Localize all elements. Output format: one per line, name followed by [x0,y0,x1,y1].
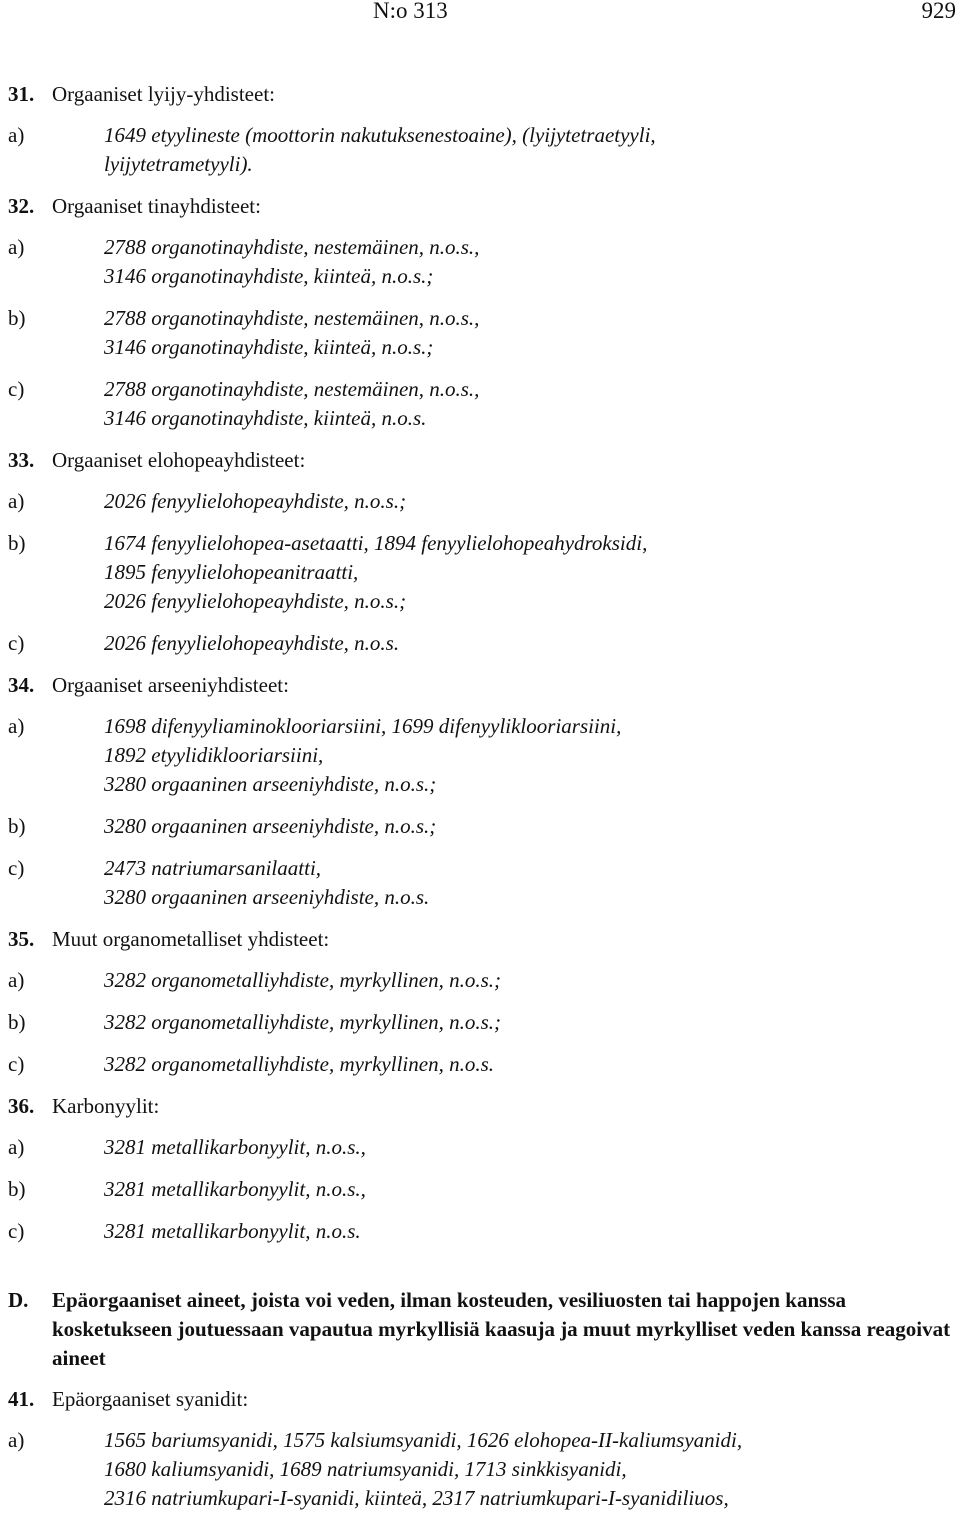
document-body [8,80,958,1526]
item-line: 2788 organotinayhdiste, nestemäinen, n.o.s., [104,306,480,330]
item-line: 3280 orgaaninen arseeniyhdiste, n.o.s.; [104,814,437,838]
section [8,1092,958,1246]
section-d-heading [8,1286,958,1373]
section-title: Orgaaniset lyijy-yhdisteet: [52,82,275,106]
item-line: 1565 bariumsyanidi, 1575 kalsiumsyanidi, 1626 elohopea-II-kaliumsyanidi, [104,1428,743,1452]
item-line: 3146 organotinayhdiste, kiinteä, n.o.s. [104,406,427,430]
list-item [8,487,958,516]
item-label: a) [8,235,25,259]
list-item [8,712,958,799]
item-label: a) [8,1135,25,1159]
section-heading [8,192,958,220]
item-body [104,854,958,912]
list-item [8,304,958,362]
item-line: 3146 organotinayhdiste, kiinteä, n.o.s.; [104,335,434,359]
item-body [104,1050,958,1079]
item-line: 3281 metallikarbonyylit, n.o.s., [104,1177,366,1201]
list-item [8,966,958,995]
list-item [8,1008,958,1037]
section-heading [8,671,958,699]
section-title: Karbonyylit: [52,1094,160,1118]
item-label: c) [8,377,25,401]
item-line: 3282 organometalliyhdiste, myrkyllinen, n.o.s.; [104,968,501,992]
item-body [104,966,958,995]
section [8,192,958,433]
section-heading [8,1092,958,1120]
item-line: 3282 organometalliyhdiste, myrkyllinen, n.o.s.; [104,1010,501,1034]
item-body [104,812,958,841]
item-label: a) [8,968,25,992]
section-title: Orgaaniset arseeniyhdisteet: [52,673,289,697]
item-line: 2788 organotinayhdiste, nestemäinen, n.o.s., [104,235,480,259]
list-item [8,1133,958,1162]
section-title: Epäorgaaniset syanidit: [52,1387,249,1411]
item-line: 2026 fenyylielohopeayhdiste, n.o.s.; [104,589,407,613]
section-heading [8,925,958,953]
list-item [8,233,958,291]
section-number: 41. [8,1387,35,1411]
item-label: c) [8,856,25,880]
section-heading [8,1385,958,1413]
item-label: c) [8,1219,25,1243]
item-line: 1649 etyylineste (moottorin nakutuksenestoaine), (lyijytetraetyyli, [104,123,656,147]
item-line: 3281 metallikarbonyylit, n.o.s. [104,1219,361,1243]
item-body [104,1008,958,1037]
page-header [0,0,960,30]
item-line: 3281 metallikarbonyylit, n.o.s., [104,1135,366,1159]
item-line: 2026 fenyylielohopeayhdiste, n.o.s. [104,631,400,655]
item-line: 2026 fenyylielohopeayhdiste, n.o.s.; [104,489,407,513]
item-line: 1895 fenyylielohopeanitraatti, [104,560,359,584]
item-label: b) [8,306,26,330]
section-d-text: Epäorgaaniset aineet, joista voi veden, ilman kosteuden, vesiliuosten tai happojen kanssa kosketukseen joutuessaan vapautua myrkyllisiä kaasuja ja muut myrkylliset veden kanssa reagoivat aineet [52,1288,951,1370]
document-number: N:o 313 [373,0,448,23]
list-item [8,1426,958,1513]
item-body [104,487,958,516]
section-number: 36. [8,1094,35,1118]
item-line: 3146 organotinayhdiste, kiinteä, n.o.s.; [104,264,434,288]
section-heading [8,446,958,474]
list-item [8,812,958,841]
section-number: 32. [8,194,35,218]
section-title: Orgaaniset tinayhdisteet: [52,194,261,218]
item-line: 1680 kaliumsyanidi, 1689 natriumsyanidi, 1713 sinkkisyanidi, [104,1457,627,1481]
item-label: b) [8,531,26,555]
section [8,925,958,1079]
section-title: Muut organometalliset yhdisteet: [52,927,330,951]
section [8,80,958,179]
item-line: 3280 orgaaninen arseeniyhdiste, n.o.s. [104,885,430,909]
section-label: D. [8,1288,29,1312]
section [8,1385,958,1513]
item-body [104,1175,958,1204]
item-label: a) [8,1428,25,1452]
item-body [104,375,958,433]
item-line: 2788 organotinayhdiste, nestemäinen, n.o.s., [104,377,480,401]
item-body [104,629,958,658]
section [8,446,958,658]
section [8,671,958,912]
list-item [8,1217,958,1246]
list-item [8,1050,958,1079]
item-line: 3282 organometalliyhdiste, myrkyllinen, n.o.s. [104,1052,494,1076]
item-line: 2316 natriumkupari-I-syanidi, kiinteä, 2317 natriumkupari-I-syanidiliuos, [104,1486,729,1510]
section-number: 34. [8,673,35,697]
item-body [104,712,958,799]
item-body [104,233,958,291]
section-title: Orgaaniset elohopeayhdisteet: [52,448,306,472]
item-line: 2473 natriumarsanilaatti, [104,856,322,880]
item-label: a) [8,123,25,147]
list-item [8,629,958,658]
item-body [104,529,958,616]
item-line: 1698 difenyyliaminoklooriarsiini, 1699 difenyyliklooriarsiini, [104,714,622,738]
item-body [104,1133,958,1162]
section-number: 33. [8,448,35,472]
item-label: b) [8,1010,26,1034]
list-item [8,529,958,616]
page-number: 929 [921,0,956,23]
item-body [104,1217,958,1246]
list-item [8,1175,958,1204]
item-label: c) [8,631,25,655]
item-label: a) [8,714,25,738]
item-body [104,304,958,362]
item-line: 1892 etyylidiklooriarsiini, [104,743,324,767]
item-line: 1674 fenyylielohopea-asetaatti, 1894 fenyylielohopeahydroksidi, [104,531,648,555]
section-number: 31. [8,82,35,106]
item-label: b) [8,1177,26,1201]
item-line: lyijytetrametyyli). [104,152,253,176]
list-item [8,121,958,179]
list-item [8,854,958,912]
item-label: a) [8,489,25,513]
section-number: 35. [8,927,35,951]
item-label: c) [8,1052,25,1076]
item-body [104,1426,958,1513]
list-item [8,375,958,433]
item-line: 3280 orgaaninen arseeniyhdiste, n.o.s.; [104,772,437,796]
section-heading [8,80,958,108]
item-label: b) [8,814,26,838]
item-body [104,121,958,179]
